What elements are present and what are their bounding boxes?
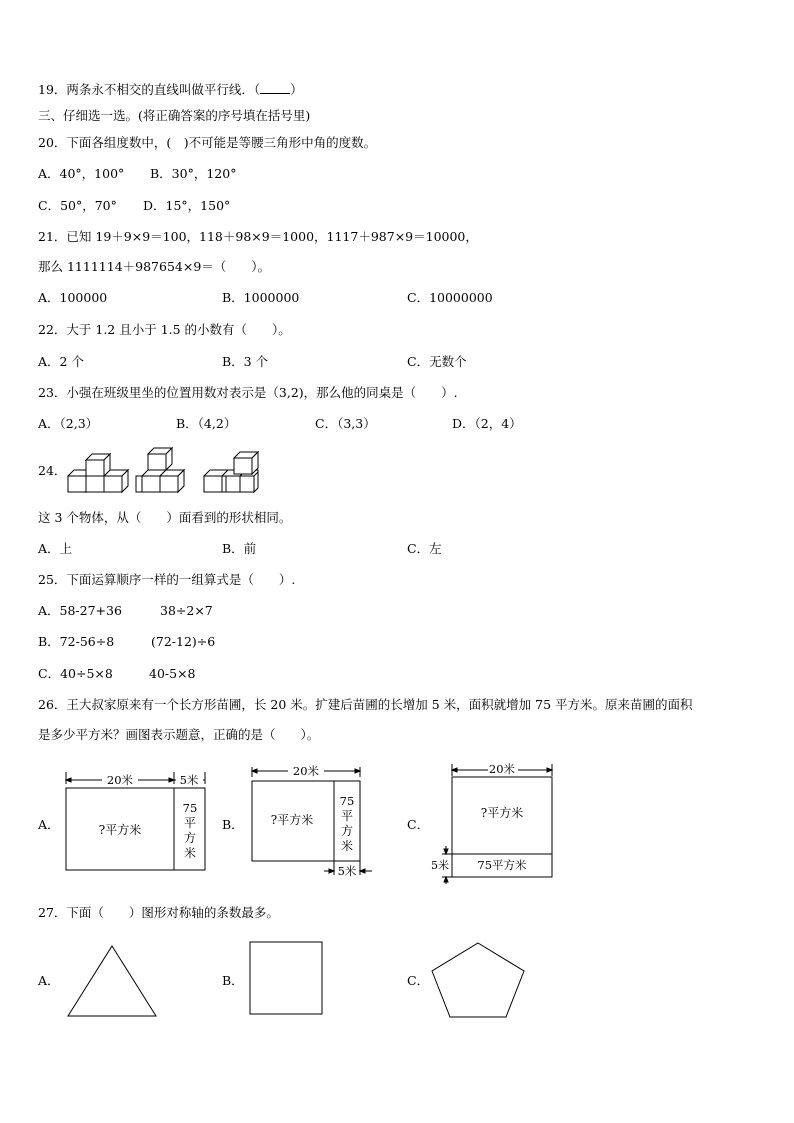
q26c-added-area: 75平方米 <box>477 858 527 872</box>
q24-cube-figures <box>64 446 264 496</box>
q26a-fang: 方 <box>183 831 197 845</box>
q25-option-c-expr2: 40-5×8 <box>149 666 196 681</box>
q21-stem-line2: 那么 1111114＋987654×9＝（ ）。 <box>38 259 271 274</box>
q22-option-b[interactable]: B．3 个 <box>222 354 269 369</box>
q23-option-c[interactable]: C．（3,3） <box>315 416 376 431</box>
q23-stem: 23．小强在班级里坐的位置用数对表示是（3,2)，那么他的同桌是（ ）. <box>38 385 458 400</box>
q26b-length-20: 20米 <box>292 764 320 778</box>
q20-option-d[interactable]: D．15°，150° <box>143 198 231 213</box>
q19-answer-blank[interactable] <box>260 83 290 94</box>
q20-option-c[interactable]: C．50°，70° <box>38 198 117 213</box>
q21-stem-line1: 21．已知 19＋9×9＝100，118＋98×9＝1000，1117＋987×9＝10000， <box>38 229 478 244</box>
q20-option-a[interactable]: A．40°，100° <box>38 166 125 181</box>
q24-option-a[interactable]: A．上 <box>38 541 73 556</box>
q23-option-b[interactable]: B．（4,2） <box>176 416 237 431</box>
q22-option-c[interactable]: C．无数个 <box>407 354 467 369</box>
q24-option-b[interactable]: B．前 <box>222 541 257 556</box>
q20-stem: 20．下面各组度数中，( )不可能是等腰三角形中角的度数。 <box>38 135 377 150</box>
q26c-width-5: 5米 <box>431 859 449 872</box>
q23-option-a[interactable]: A．（2,3） <box>38 416 99 431</box>
q25-option-b-expr2: (72-12)÷6 <box>151 634 216 649</box>
q25-option-a-expr2: 38÷2×7 <box>160 603 213 618</box>
q26-option-a[interactable]: A． <box>38 817 60 832</box>
q21-option-a[interactable]: A．100000 <box>38 290 108 305</box>
q26a-mi: 米 <box>183 846 197 860</box>
q26b-length-5: 5米 <box>337 864 357 878</box>
q25-stem: 25．下面运算顺序一样的一组算式是（ ）. <box>38 572 296 587</box>
q27-triangle-shape <box>66 944 158 1018</box>
q26b-unknown-area: ?平方米 <box>270 813 314 827</box>
q26-stem-line1: 26．王大叔家原来有一个长方形苗圃，长 20 米。扩建后苗圃的长增加 5 米，面积就增加 75 平方米。原来苗圃的面积 <box>38 697 693 712</box>
section-3-heading: 三、仔细选一选。(将正确答案的序号填在括号里) <box>38 108 311 123</box>
q26-diagram-b <box>248 765 378 880</box>
q26b-ping: 平 <box>340 809 354 823</box>
q19-line <box>38 82 303 98</box>
q24-stem: 这 3 个物体，从（ ）面看到的形状相同。 <box>38 510 292 525</box>
q26a-length-5: 5米 <box>179 773 199 787</box>
q26a-ping: 平 <box>183 816 197 830</box>
q26-stem-line2: 是多少平方米？画图表示题意，正确的是（ ）。 <box>38 727 320 742</box>
q24-number: 24． <box>38 463 67 478</box>
q27-square-shape <box>248 940 324 1016</box>
q26b-fang: 方 <box>340 824 354 838</box>
q22-stem: 22．大于 1.2 且小于 1.5 的小数有（ ）。 <box>38 322 291 337</box>
q27-stem: 27．下面（ ）图形对称轴的条数最多。 <box>38 905 279 920</box>
q25-option-b-expr1[interactable]: B．72-56÷8 <box>38 634 115 649</box>
q27-option-a[interactable]: A． <box>38 973 60 988</box>
q26a-length-20: 20米 <box>106 773 134 787</box>
q19-text: 19．两条永不相交的直线叫做平行线．（ <box>38 82 261 97</box>
q21-option-b[interactable]: B．1000000 <box>222 290 300 305</box>
q26c-length-20: 20米 <box>488 762 516 776</box>
q26-diagram-c <box>428 762 558 882</box>
q25-option-a-expr1[interactable]: A．58-27+36 <box>38 603 122 618</box>
cube-figure-1 <box>68 454 128 492</box>
q20-option-b[interactable]: B．30°，120° <box>150 166 237 181</box>
q26a-unknown-area: ?平方米 <box>98 823 142 837</box>
q25-option-c-expr1[interactable]: C．40÷5×8 <box>38 666 113 681</box>
q26-diagram-a <box>62 772 212 874</box>
q26-option-b[interactable]: B． <box>222 817 244 832</box>
q26b-mi: 米 <box>340 839 354 853</box>
q26b-75: 75 <box>339 794 355 808</box>
q27-option-b[interactable]: B． <box>222 973 244 988</box>
q23-option-d[interactable]: D．（2，4） <box>452 416 522 431</box>
q24-option-c[interactable]: C．左 <box>407 541 442 556</box>
q21-option-c[interactable]: C．10000000 <box>407 290 493 305</box>
q27-option-c[interactable]: C． <box>407 973 430 988</box>
cube-figure-2 <box>136 448 184 492</box>
q26-option-c[interactable]: C． <box>407 817 430 832</box>
q19-text-end: ） <box>290 82 303 97</box>
cube-figure-3 <box>204 452 258 492</box>
q27-pentagon-shape <box>430 941 526 1021</box>
q26a-75: 75 <box>182 801 198 815</box>
q26c-unknown-area: ?平方米 <box>480 806 524 820</box>
q22-option-a[interactable]: A．2 个 <box>38 354 84 369</box>
